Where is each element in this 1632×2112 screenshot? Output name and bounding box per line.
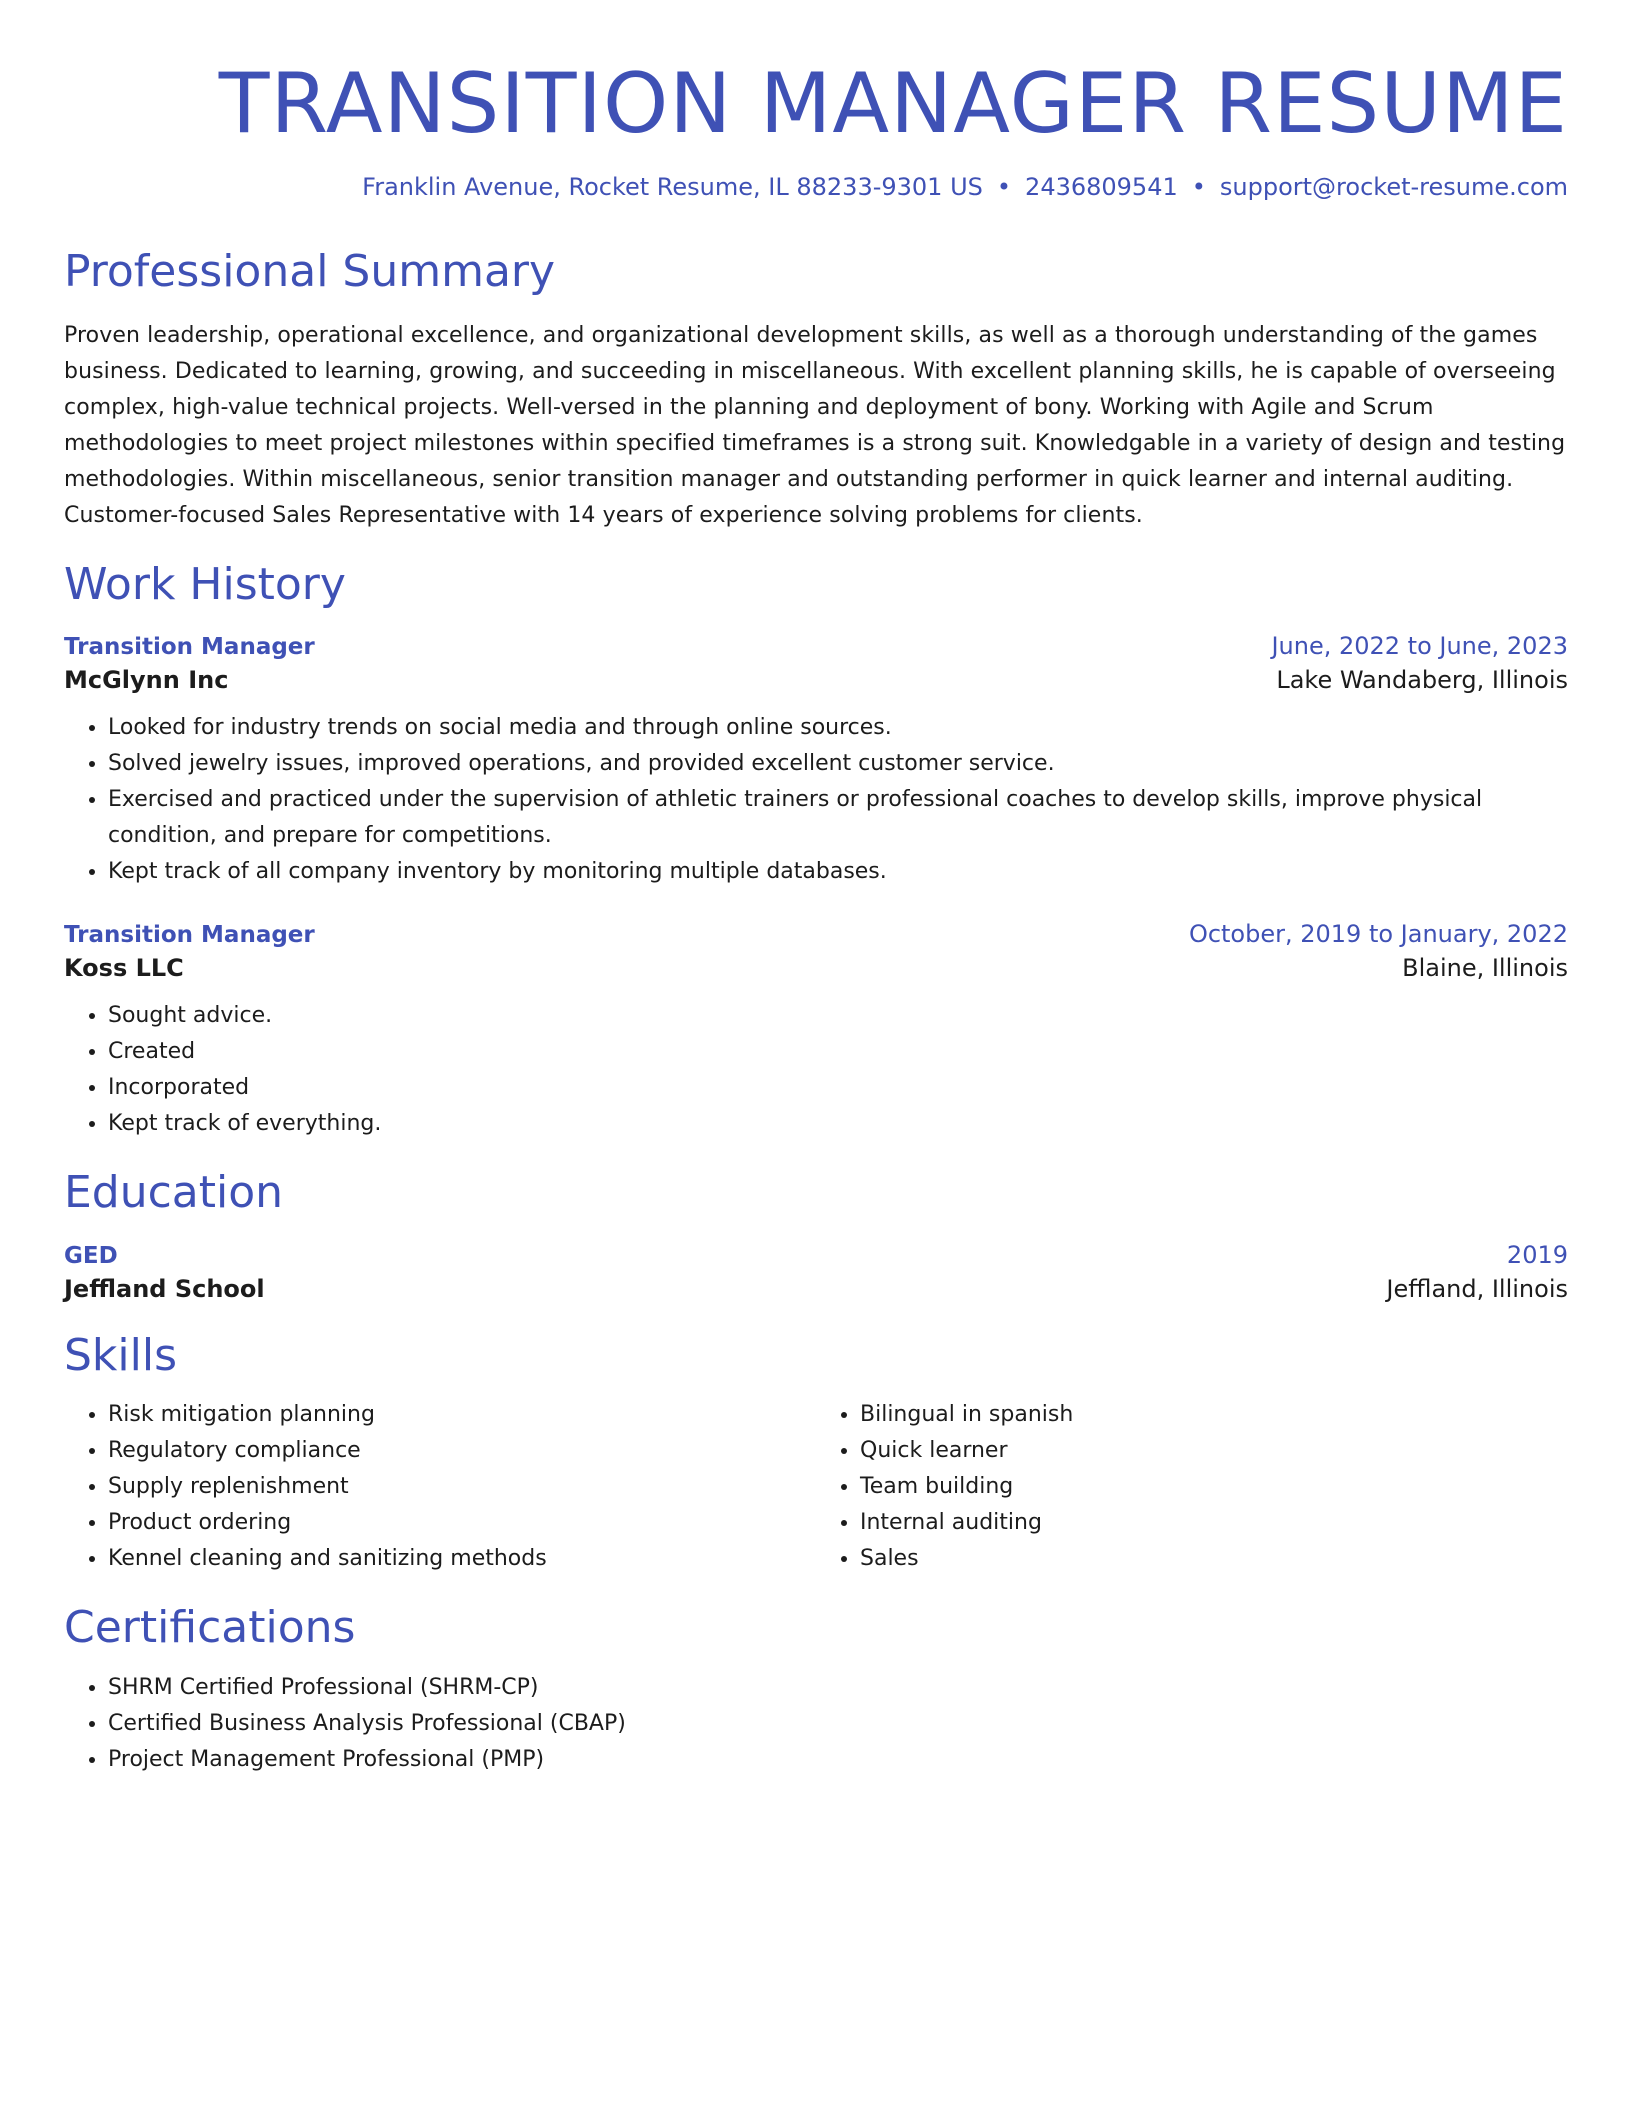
list-item: • Kennel cleaning and sanitizing methods — [108, 1541, 816, 1577]
contact-address: Franklin Avenue, Rocket Resume, IL 88233-9301 US — [362, 172, 983, 201]
list-item: • Supply replenishment — [108, 1469, 816, 1505]
certifications-section — [64, 1603, 1568, 1778]
list-item: • Incorporated — [108, 1070, 1568, 1106]
skills-left-list — [64, 1397, 816, 1577]
skills-heading: Skills — [64, 1329, 178, 1381]
contact-separator: • — [1191, 172, 1206, 201]
list-item: • Sought advice. — [108, 998, 1568, 1034]
list-item: • Product ordering — [108, 1505, 816, 1541]
contact-email[interactable]: support@rocket-resume.com — [1219, 172, 1568, 201]
work-section — [64, 560, 1568, 1143]
certifications-heading: Certifications — [64, 1602, 356, 1654]
job-bullets — [64, 998, 1568, 1142]
job-dates: October, 2019 to January, 2022 — [1188, 920, 1568, 949]
list-item: • Exercised and practiced under the supervision of athletic trainers or professional coaches to develop skills, improve physical condition, and prepare for competitions. — [108, 782, 1568, 854]
education-heading: Education — [64, 1167, 284, 1219]
education-degree: GED — [64, 1242, 118, 1269]
education-school: Jeffland School — [64, 1274, 265, 1303]
job-entry — [64, 632, 1568, 890]
list-item: • Certified Business Analysis Professional (CBAP) — [108, 1706, 1568, 1742]
list-item: • Internal auditing — [860, 1505, 1568, 1541]
job-title: Transition Manager — [64, 634, 315, 661]
skills-grid — [64, 1397, 1568, 1577]
contact-separator: • — [996, 172, 1012, 201]
list-item: • Team building — [860, 1469, 1568, 1505]
summary-text: Proven leadership, operational excellence, and organizational development skills, as well as a thorough understanding of the games business. Dedicated to learning, growing, and succeeding in miscellaneous. With excellent planning skills, he is capable of overseeing complex, high-value technical projects. Well-versed in the planning and deployment of bony. Working with Agile and Scrum methodologies to meet project milestones within specified timeframes is a strong suit. Knowledgable in a variety of design and testing methodologies. Within miscellaneous, senior transition manager and outstanding performer in quick learner and internal auditing. Customer-focused Sales Representative with 14 years of experience solving problems for clients. — [64, 322, 1566, 528]
list-item: • Looked for industry trends on social media and through online sources. — [108, 710, 1568, 746]
list-item: • Sales — [860, 1541, 1568, 1577]
summary-section — [64, 247, 1568, 534]
list-item: • Solved jewelry issues, improved operations, and provided excellent customer service. — [108, 746, 1568, 782]
list-item: • Kept track of all company inventory by monitoring multiple databases. — [108, 854, 1568, 890]
education-year: 2019 — [1506, 1240, 1568, 1269]
list-item: • Regulatory compliance — [108, 1433, 816, 1469]
list-item: • Kept track of everything. — [108, 1106, 1568, 1142]
work-heading: Work History — [64, 558, 346, 610]
resume-page — [64, 40, 1568, 1778]
list-item: • Project Management Professional (PMP) — [108, 1742, 1568, 1778]
list-item: • SHRM Certified Professional (SHRM-CP) — [108, 1670, 1568, 1706]
list-item: • Created — [108, 1034, 1568, 1070]
education-section — [64, 1168, 1568, 1303]
education-location: Jeffland, Illinois — [1386, 1274, 1568, 1303]
contact-line — [64, 173, 1568, 201]
job-bullets — [64, 710, 1568, 890]
job-entry — [64, 920, 1568, 1142]
job-company: McGlynn Inc — [64, 666, 229, 695]
contact-phone: 2436809541 — [1025, 172, 1178, 201]
job-location: Blaine, Illinois — [1402, 954, 1568, 983]
list-item: • Bilingual in spanish — [860, 1397, 1568, 1433]
resume-title: TRANSITION MANAGER RESUME — [218, 55, 1568, 152]
list-item: • Quick learner — [860, 1433, 1568, 1469]
certifications-list — [64, 1670, 1568, 1778]
skills-section — [64, 1331, 1568, 1578]
list-item: • Risk mitigation planning — [108, 1397, 816, 1433]
job-dates: June, 2022 to June, 2023 — [1271, 632, 1568, 661]
summary-heading: Professional Summary — [64, 245, 556, 297]
job-location: Lake Wandaberg, Illinois — [1276, 666, 1568, 695]
job-company: Koss LLC — [64, 954, 184, 983]
job-title: Transition Manager — [64, 922, 315, 949]
skills-right-list — [816, 1397, 1568, 1577]
